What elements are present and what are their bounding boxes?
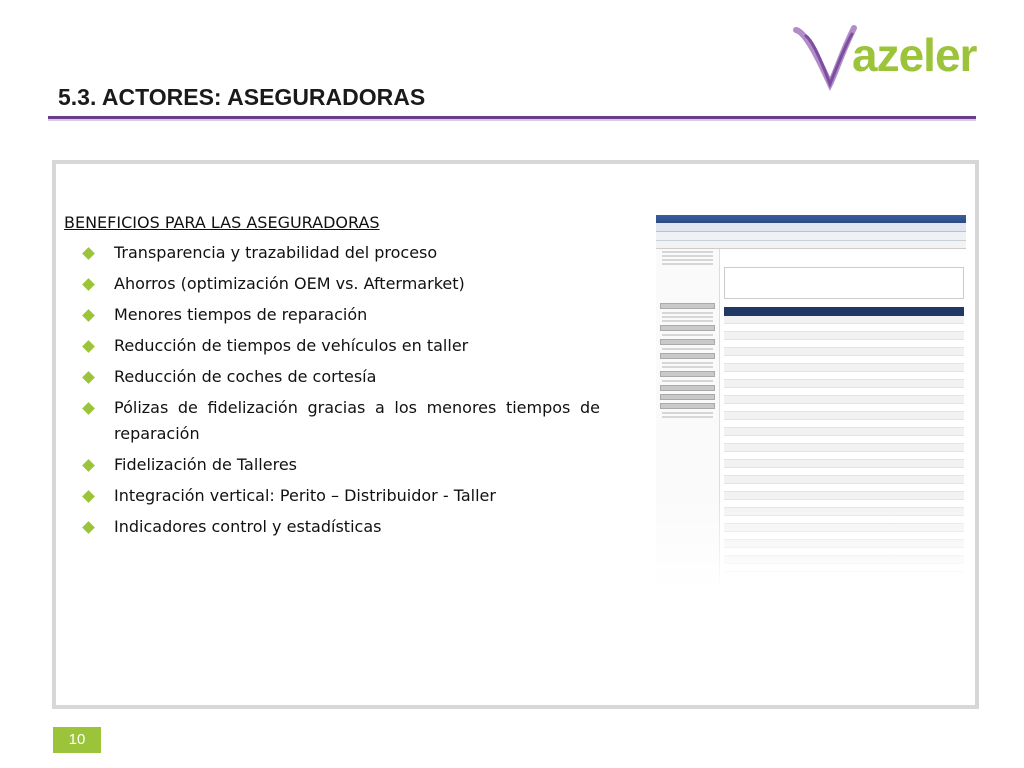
embedded-app-screenshot: [656, 215, 966, 587]
list-item: Reducción de coches de cortesía: [84, 364, 600, 390]
title-divider-shadow: [48, 119, 976, 121]
diamond-bullet-icon: [82, 278, 95, 291]
list-item: Indicadores control y estadísticas: [84, 514, 600, 540]
list-item: Reducción de tiempos de vehículos en taller: [84, 333, 600, 359]
screenshot-fade-overlay: [656, 492, 966, 587]
page-title: 5.3. ACTORES: ASEGURADORAS: [58, 84, 426, 110]
browser-address-bar: [656, 223, 966, 232]
diamond-bullet-icon: [82, 247, 95, 260]
brand-name: azeler: [852, 29, 977, 81]
list-item: Integración vertical: Perito – Distribuidor - Taller: [84, 483, 600, 509]
browser-titlebar: [656, 215, 966, 223]
results-table-header: [724, 307, 964, 316]
diamond-bullet-icon: [82, 459, 95, 472]
diamond-bullet-icon: [82, 490, 95, 503]
diamond-bullet-icon: [82, 309, 95, 322]
diamond-bullet-icon: [82, 371, 95, 384]
diamond-bullet-icon: [82, 340, 95, 353]
diamond-bullet-icon: [82, 521, 95, 534]
diamond-bullet-icon: [82, 402, 95, 415]
browser-favorites-bar: [656, 232, 966, 241]
list-item: Pólizas de fidelización gracias a los menores tiempos de reparación: [84, 395, 600, 447]
browser-tab-bar: [656, 241, 966, 249]
list-item: Menores tiempos de reparación: [84, 302, 600, 328]
advanced-search-panel: [724, 267, 964, 299]
list-item: Transparencia y trazabilidad del proceso: [84, 240, 600, 266]
benefits-heading: BENEFICIOS PARA LAS ASEGURADORAS: [64, 213, 380, 232]
page-number-badge: 10: [53, 727, 101, 753]
list-item: Fidelización de Talleres: [84, 452, 600, 478]
list-item: Ahorros (optimización OEM vs. Aftermarket): [84, 271, 600, 297]
benefits-list: [84, 240, 600, 545]
